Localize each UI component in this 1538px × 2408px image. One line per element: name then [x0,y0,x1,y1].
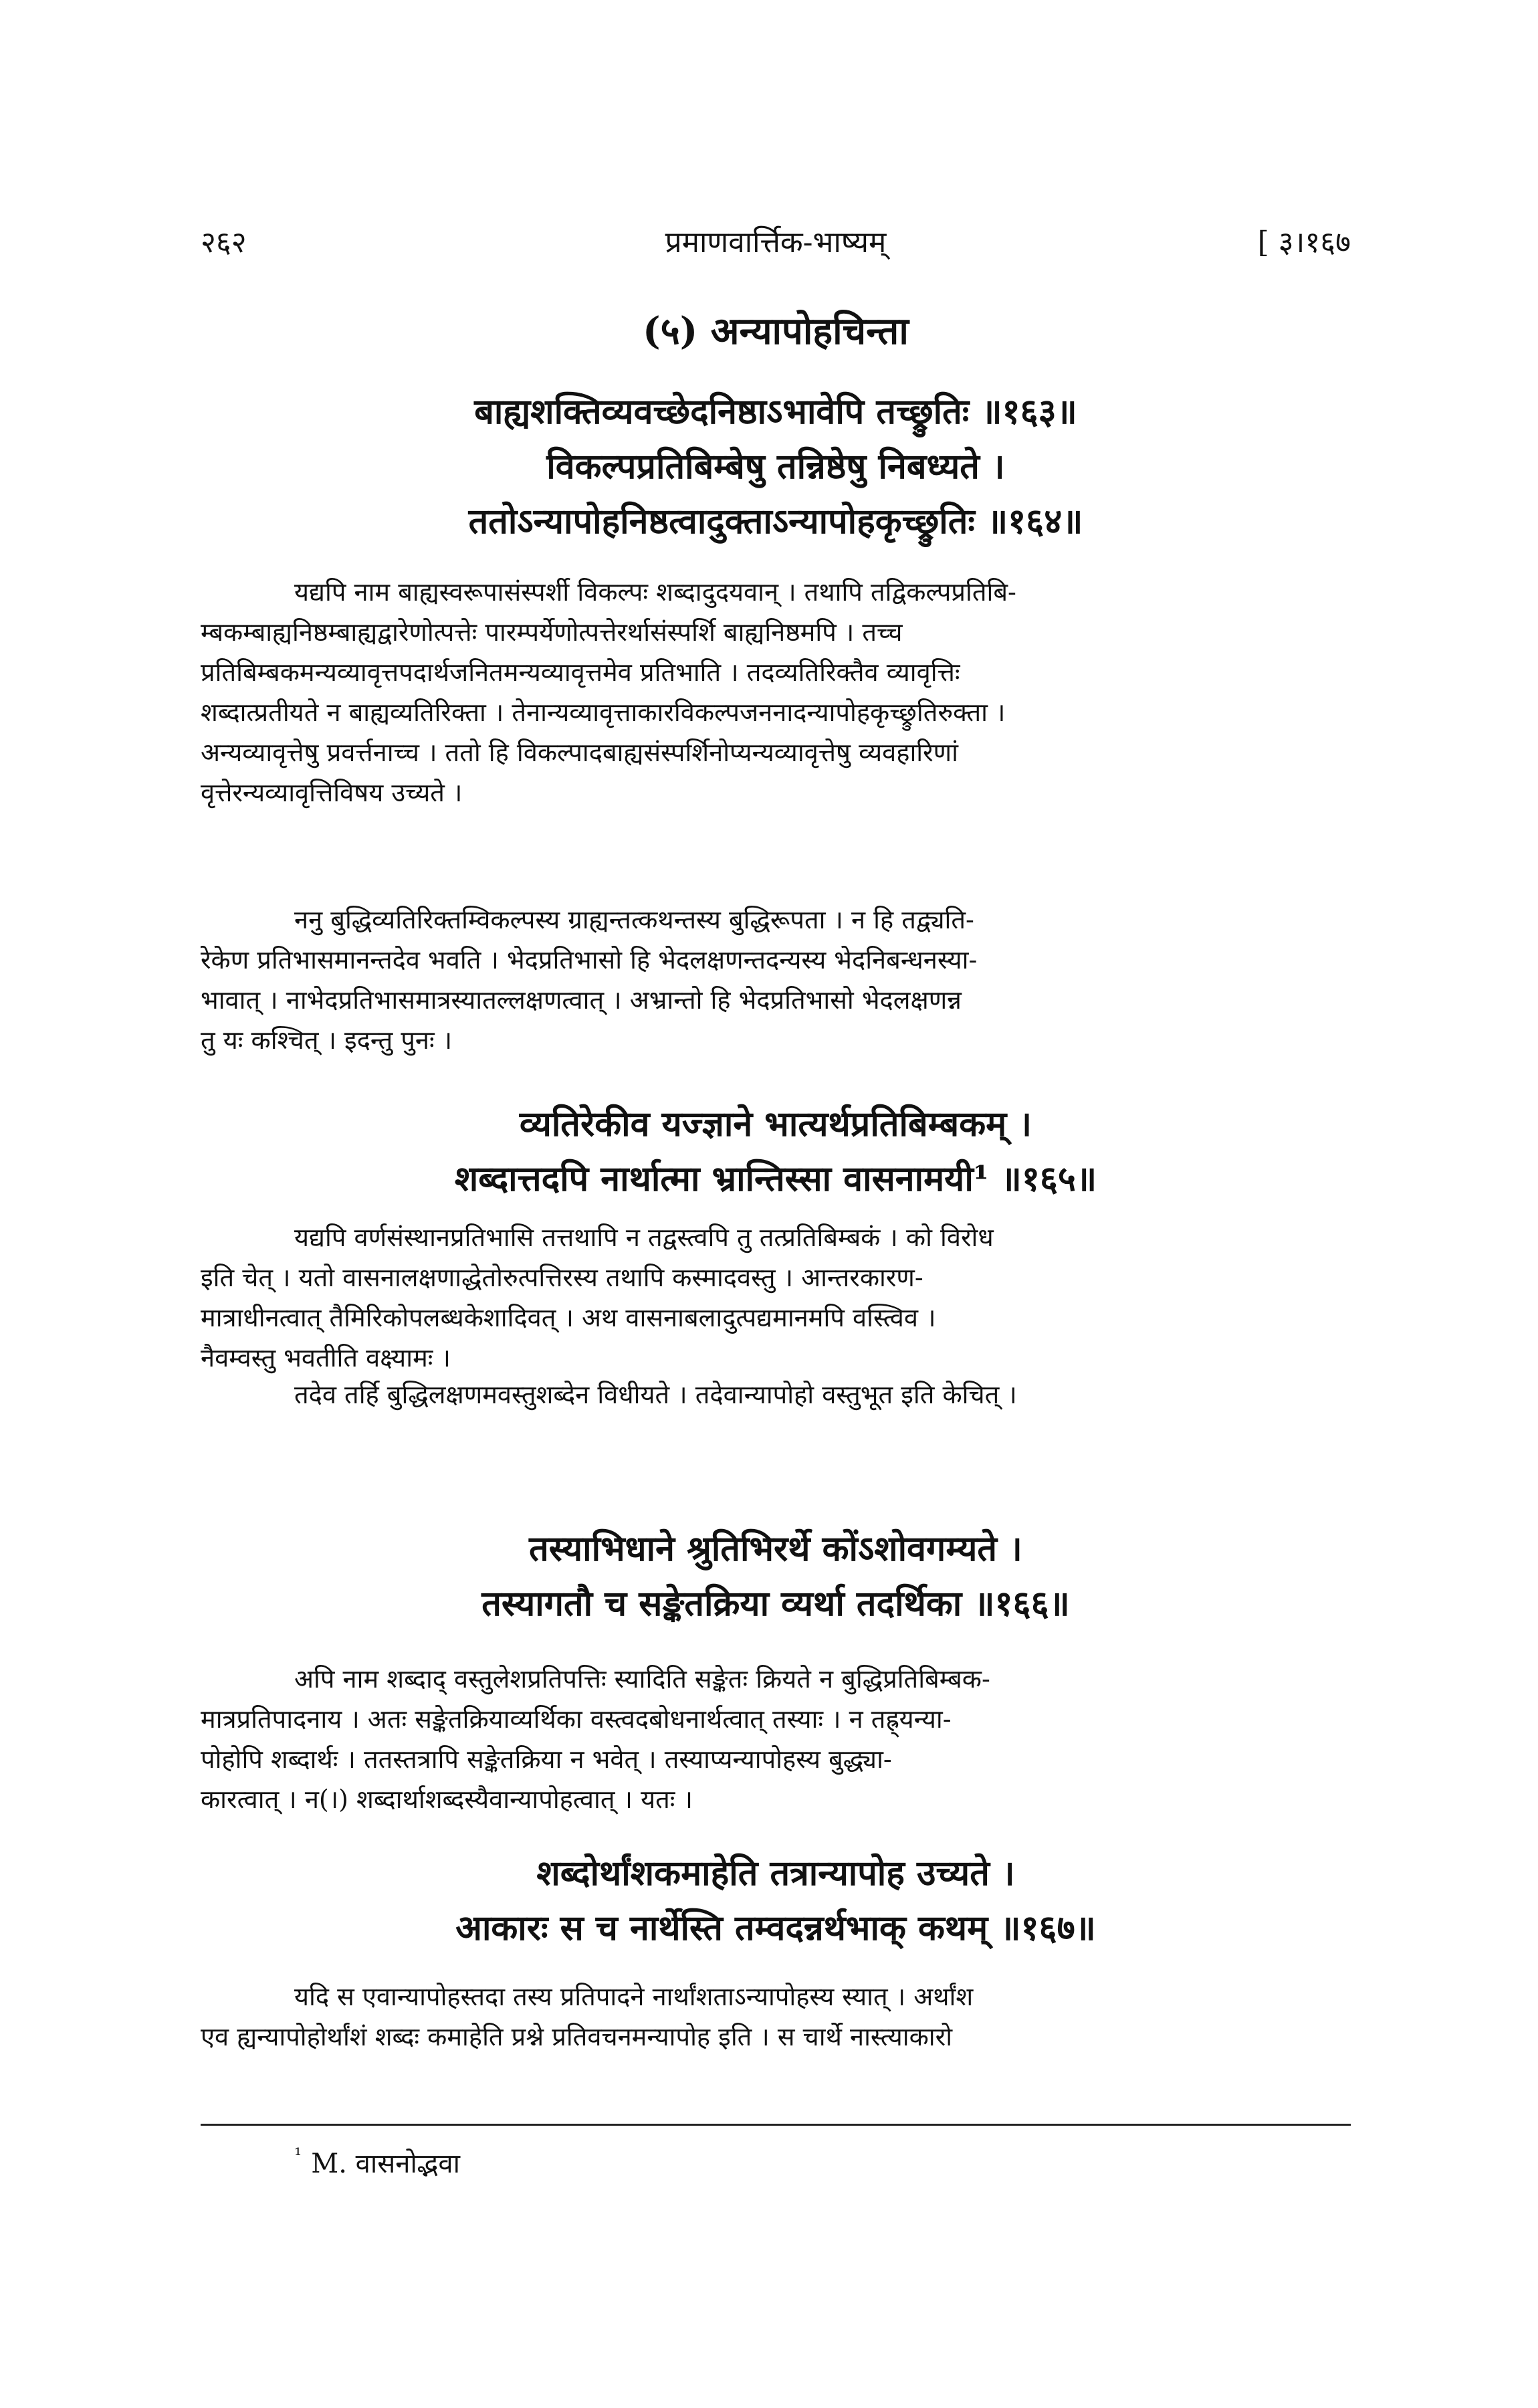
verse-reference: [ ३।१६७ [1257,225,1351,260]
text-line: पोहोपि शब्दार्थः । ततस्तत्रापि सङ्केतक्रिया न भवेत् । तस्याप्यन्यापोहस्य बुद्ध्या- [201,1744,892,1774]
running-header [201,221,1351,268]
text-line: यद्यपि नाम बाह्यस्वरूपासंस्पर्शी विकल्पः शब्दादुदयवान् । तथापि तद्विकल्पप्रतिबि- [294,577,1016,607]
footnote-text: M. वासनोद्भवा [311,2148,460,2179]
page-number: २६२ [201,225,247,260]
footnote [294,2144,460,2181]
text-line: यद्यपि वर्णसंस्थानप्रतिभासि तत्तथापि न तद्वस्त्वपि तु तत्प्रतिबिम्बकं । को विरोध [294,1223,994,1252]
verse-block [201,385,1351,549]
text-line: तु यः कश्चित् । इदन्तु पुनः । [201,1025,453,1055]
verse-line: शब्दात्तदपि नार्थात्मा भ्रान्तिस्सा वासनामयी¹ ॥१६५॥ [454,1159,1097,1199]
running-title: प्रमाणवार्त्तिक-भाष्यम् [665,225,887,260]
footnote-rule [201,2124,1351,2126]
text-line: तदेव तर्हि बुद्धिलक्षणमवस्तुशब्देन विधीयते । तदेवान्यापोहो वस्तुभूत इति केचित् । [294,1380,1017,1409]
text-line: नैवम्वस्तु भवतीति वक्ष्यामः । [201,1343,451,1373]
text-line: कारत्वात् । न(।) शब्दार्थाशब्दस्यैवान्यापोहत्वात् । यतः । [201,1785,693,1814]
text-line: ननु बुद्धिव्यतिरिक्तम्विकल्पस्य ग्राह्यन्तत्कथन्तस्य बुद्धिरूपता । न हि तद्व्यति- [294,905,974,934]
verse-block [201,1522,1351,1631]
commentary-paragraph [201,900,1351,1060]
verse-block [201,1097,1351,1207]
verse-line: विकल्पप्रतिबिम्बेषु तन्निष्ठेषु निबध्यते । [546,446,1005,487]
text-line: मात्राधीनत्वात् तैमिरिकोपलब्धकेशादिवत् । अथ वासनाबलादुत्पद्यमानमपि वस्त्विव । [201,1303,936,1332]
commentary-paragraph [201,1375,1351,1415]
text-line: वृत्तेरन्यव्यावृत्तिविषय उच्यते । [201,778,463,807]
text-line: शब्दात्प्रतीयते न बाह्यव्यतिरिक्ता । तेनान्यव्यावृत्ताकारविकल्पजननादन्यापोहकृच्छ्रुतिरुक्ता । [201,698,1006,727]
verse-block [201,1846,1351,1956]
text-line: म्बकम्बाह्यनिष्ठम्बाह्यद्वारेणोत्पत्तेः पारम्पर्येणोत्पत्तेरर्थासंस्पर्शि बाह्यनिष्ठमपि । तच्च [201,617,903,647]
verse-line: ततोऽन्यापोहनिष्ठत्वादुक्ताऽन्यापोहकृच्छ्रुतिः ॥१६४॥ [468,501,1083,542]
verse-line: तस्यागतौ च सङ्केतक्रिया व्यर्था तदर्थिका ॥१६६॥ [481,1583,1070,1624]
text-line: अपि नाम शब्दाद् वस्तुलेशप्रतिपत्तिः स्यादिति सङ्केतः क्रियते न बुद्धिप्रतिबिम्बक- [294,1664,990,1694]
verse-line: आकारः स च नार्थेस्ति तम्वदन्नर्थभाक् कथम् ॥१६७॥ [455,1908,1096,1948]
text-line: रेकेण प्रतिभासमानन्तदेव भवति । भेदप्रतिभासो हि भेदलक्षणन्तदन्यस्य भेदनिबन्धनस्या- [201,945,978,975]
footnote-mark: ¹ [294,2144,302,2166]
text-line: एव ह्यन्यापोहोर्थांशं शब्दः कमाहेति प्रश्ने प्रतिवचनमन्यापोह इति । स चार्थे नास्त्याकारो [201,2022,953,2051]
commentary-paragraph [201,1217,1351,1378]
text-line: भावात् । नाभेदप्रतिभासमात्रस्यातल्लक्षणत्वात् । अभ्रान्तो हि भेदप्रतिभासो भेदलक्षणन्न [201,985,962,1015]
verse-line: व्यतिरेकीव यज्ज्ञाने भात्यर्थप्रतिबिम्बकम् । [519,1104,1032,1144]
section-title: (५) अन्यापोहचिन्ता [643,309,909,353]
text-line: मात्रप्रतिपादनाय । अतः सङ्केतक्रियाव्यर्थिका वस्त्वदबोधनार्थत्वात् तस्याः । न तह्र्यन्या- [201,1704,952,1734]
text-line: अन्यव्यावृत्तेषु प्रवर्त्तनाच्च । ततो हि विकल्पादबाह्यसंस्पर्शिनोप्यन्यव्यावृत्तेषु व्यवहारिणां [201,738,958,767]
verse-line: तस्याभिधाने श्रुतिभिरर्थे कोंऽशोवगम्यते । [529,1528,1022,1569]
text-line: प्रतिबिम्बकमन्यव्यावृत्तपदार्थजनितमन्यव्यावृत्तमेव प्रतिभाति । तदव्यतिरिक्तैव व्यावृत्तिः [201,658,960,687]
verse-line: शब्दोर्थांशकमाहेति तत्रान्यापोह उच्यते । [536,1853,1015,1894]
verse-line: बाह्यशक्तिव्यवच्छेदनिष्ठाऽभावेपि तच्छ्रुतिः ॥१६३॥ [474,391,1077,432]
commentary-paragraph [201,1659,1351,1819]
text-line: यदि स एवान्यापोहस्तदा तस्य प्रतिपादने नार्थांशताऽन्यापोहस्य स्यात् । अर्थांश [294,1982,974,2011]
text-line: इति चेत् । यतो वासनालक्षणाद्धेतोरुत्पत्तिरस्य तथापि कस्मादवस्तु । आन्तरकारण- [201,1263,923,1292]
commentary-paragraph [201,572,1351,813]
commentary-paragraph [201,1977,1351,2057]
